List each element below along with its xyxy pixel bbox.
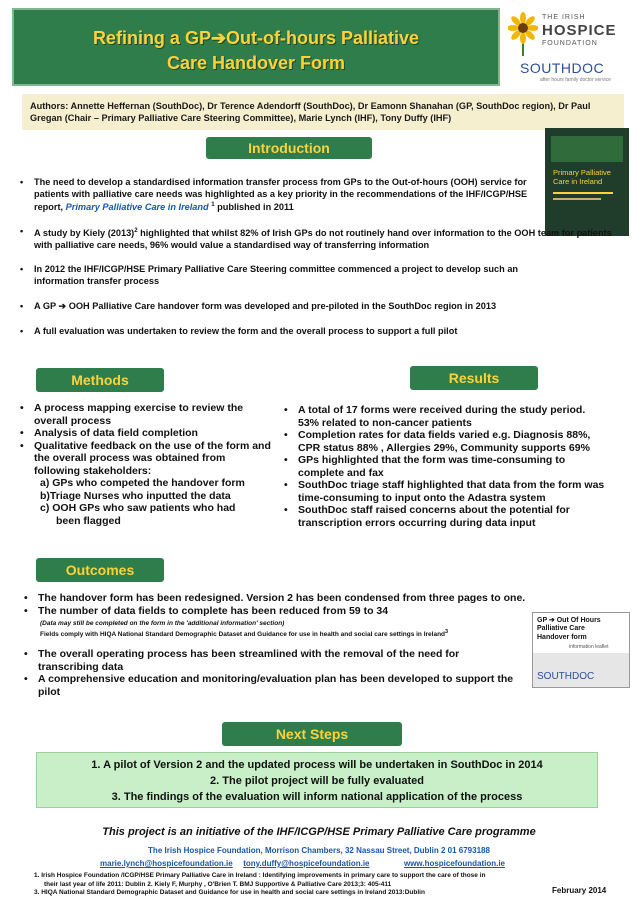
list-item: • The number of data fields to complete has been reduced from 59 to 34 [24, 605, 624, 618]
list-item: • The overall operating process has been streamlined with the removal of the need for transcribing data [24, 648, 520, 673]
website-link[interactable]: www.hospicefoundation.ie [403, 859, 506, 868]
poster-date: February 2014 [552, 886, 607, 895]
list-subitem: a) GPs who competed the handover form [40, 477, 245, 489]
section-heading-methods: Methods [36, 368, 164, 392]
results-list [284, 404, 608, 529]
section-heading-results: Results [410, 366, 538, 390]
authors-panel: Authors: Annette Heffernan (SouthDoc), Dr Terence Adendorff (SouthDoc), Dr Eamonn Shanahan (GP, SouthDoc region), Dr Paul Gregan (Chair – Primary Palliative Care Steering Committee), Marie Lynch (IHF), Tony Duffy (IHF) [22, 94, 624, 130]
outcomes-list [24, 648, 520, 698]
outcomes-note-2: Fields comply with HIQA National Standard Demographic Dataset and Guidance for use in health and social care settings in Ireland$^3$ [40, 629, 449, 639]
poster-title-line1: Refining a GP➔Out-of-hours Palliative [92, 28, 420, 48]
reference-3: 3. HIQA National Standard Demographic Dataset and Guidance for use in health and social care settings in Ireland 2013:Dublin [34, 889, 425, 896]
list-item: • A total of 17 forms were received during the study period. 53% related to non-cancer patients [284, 404, 608, 429]
list-item: • SouthDoc staff raised concerns about the potential for transcription errors occurring during data input [284, 504, 608, 529]
list-item: • A study by Kiely $(2013)^2$ highlighted that whilst 82% of Irish GPs do not routinely hand over information to the OOH team for patients with palliative care needs, 96% would value a standardised way of transferring information [20, 226, 620, 251]
leaflet-line3: Handover form [537, 634, 587, 641]
list-item: • A GP ➔ OOH Palliative Care handover form was developed and pre-piloted in the SouthDoc region in 2013 [20, 301, 620, 313]
outcomes-note-1: (Data may still be completed on the form in the 'additional information' section) [40, 620, 285, 627]
report-cover-image [545, 128, 629, 236]
introduction-list [20, 326, 620, 338]
list-item: • A full evaluation was undertaken to review the form and the overall process to support a full pilot [20, 326, 620, 338]
leaflet-line1: GP ➔ Out Of Hours [537, 617, 601, 624]
contact-links [100, 859, 505, 868]
list-item: • Analysis of data field completion [20, 427, 272, 440]
next-step-2: 2. The pilot project will be fully evaluated [210, 775, 424, 787]
list-item: • A comprehensive education and monitoring/evaluation plan has been developed to support the pilot [24, 673, 520, 698]
leaflet-line4: information leaflet [569, 644, 609, 650]
email-link-tony[interactable]: tony.duffy@hospicefoundation.ie [243, 859, 370, 868]
next-step-3: 3. The findings of the evaluation will inform national application of the process [111, 791, 523, 803]
introduction-list [20, 226, 620, 251]
leaflet-southdoc-logo: SOUTHDOC [537, 671, 595, 682]
list-item: • The handover form has been redesigned. Version 2 has been condensed from three pages to one. [24, 592, 624, 605]
next-steps-box [36, 752, 598, 808]
sunflower-icon [508, 12, 538, 56]
list-item: • Completion rates for data fields varied e.g. Diagnosis 88%, CPR status 88% , Allergies 29%, Community supports 69% [284, 429, 608, 454]
section-heading-introduction: Introduction [206, 137, 372, 159]
reference-1-continued: their last year of life 2011: Dublin 2. Kiely F, Murphy , O'Brien T. BMJ Supportive & Palliative Care 2013;3: 405-411 [44, 880, 392, 888]
report-title-link[interactable]: Primary Palliative Care in Ireland [65, 202, 209, 213]
section-heading-next-steps: Next Steps [222, 722, 402, 746]
introduction-list [20, 301, 620, 313]
list-item: • Qualitative feedback on the use of the form and the overall process was obtained from following stakeholders: [20, 440, 272, 478]
hospice-logo-small: THE IRISH [542, 14, 586, 21]
email-link-marie[interactable]: marie.lynch@hospicefoundation.ie [100, 859, 233, 868]
list-subitem: b)Triage Nurses who inputted the data [40, 489, 231, 502]
irish-hospice-foundation-logo [508, 12, 630, 58]
initiative-statement: This project is an initiative of the IHF/ICGP/HSE Primary Palliative Care programme [102, 826, 536, 838]
list-item: • SouthDoc triage staff highlighted that data from the form was time-consuming to input onto the Adastra system [284, 479, 608, 504]
list-subitem: been flagged [56, 514, 121, 527]
next-step-1: 1. A pilot of Version 2 and the updated process will be undertaken in SouthDoc in 2014 [91, 759, 543, 771]
southdoc-tagline: after hours family doctor service [540, 77, 611, 83]
handover-leaflet-image [532, 612, 630, 688]
hospice-logo-sub: FOUNDATION [542, 40, 598, 47]
references [34, 872, 534, 898]
list-item: • In 2012 the IHF/ICGP/HSE Primary Palliative Care Steering committee commenced a project to develop such an information transfer process [20, 264, 540, 287]
list-item: • A process mapping exercise to review the overall process [20, 402, 272, 427]
reference-1: 1. Irish Hospice Foundation /ICGP/HSE Primary Palliative Care in Ireland : Identifying improvements in primary care to support the care of those in [34, 872, 486, 879]
southdoc-logo-text: SOUTHDOC [520, 60, 605, 76]
southdoc-logo [520, 60, 630, 86]
list-subitem: c) OOH GPs who saw patients who had [40, 502, 236, 514]
list-item: • The need to develop a standardised information transfer process from GPs to the Out-of-hours (OOH) service for patients with palliative care needs was highlighted as a key priority in the recommendations of the IHF/ICGP/HSE report, Primary Palliative Care in Ireland $^1$ published in 2011 [20, 177, 540, 214]
hospice-logo-big: HOSPICE [542, 22, 617, 39]
leaflet-line2: Palliative Care [537, 625, 585, 632]
introduction-list [20, 264, 540, 287]
poster-title-banner [12, 8, 500, 86]
list-item: • GPs highlighted that the form was time-consuming to complete and fax [284, 454, 608, 479]
poster-title-line2: Care Handover Form [166, 53, 346, 73]
foundation-address: The Irish Hospice Foundation, Morrison Chambers, 32 Nassau Street, Dublin 2 01 6793188 [148, 846, 490, 855]
section-heading-outcomes: Outcomes [36, 558, 164, 582]
report-cover-title: Primary Palliative Care in Ireland [553, 168, 611, 186]
introduction-list [20, 177, 540, 214]
methods-list [20, 402, 272, 527]
